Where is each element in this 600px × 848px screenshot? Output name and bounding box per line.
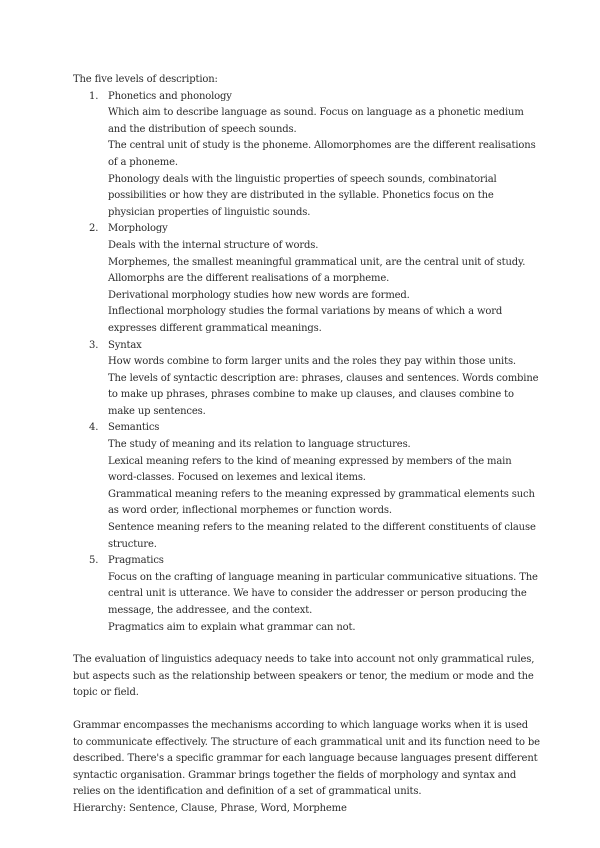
list-item-paragraph: Lexical meaning refers to the kind of meaning expressed by members of the main word-classes. Focused on lexemes and lexical items. [108, 455, 512, 484]
list-item-paragraph: Sentence meaning refers to the meaning related to the different constituents of clause structure. [108, 522, 536, 550]
list-item-paragraph: Which aim to describe language as sound. Focus on language as a phonetic medium and the distribution of speech sounds. [108, 107, 524, 135]
list-number: 5. [89, 555, 99, 567]
list-number: 2. [89, 223, 99, 235]
list-item-paragraph: Phonology deals with the linguistic properties of speech sounds, combinatorial possibilities or how they are distributed in the syllable. Phonetics focus on the physician properties of linguistic sounds. [108, 173, 497, 218]
list-item-paragraph: How words combine to form larger units and the roles they pay within those units. [108, 356, 516, 368]
list-number: 3. [89, 339, 99, 351]
list-item-paragraph: The central unit of study is the phoneme. Allomorphomes are the different realisations of a phoneme. [108, 140, 536, 168]
list-item-paragraph: Grammatical meaning refers to the meaning expressed by grammatical elements such as word order, inflectional morphemes or function words. [108, 488, 535, 517]
list-item-paragraph: Deals with the internal structure of words. [108, 239, 319, 251]
list-item-title: Pragmatics [108, 555, 164, 567]
grammar-paragraph: Grammar encompasses the mechanisms according to which language works when it is used to communicate effectively. The structure of each grammatical unit and its function need to be described. There's a specific grammar for each language because languages present different syntactic organisation. Grammar brings together the fields of morphology and syntax and relies on the identification and definition of a set of grammatical units. [73, 719, 540, 798]
list-item-paragraph: Morphemes, the smallest meaningful grammatical unit, are the central unit of study. Allomorphs are the different realisations of a morpheme. [108, 256, 526, 285]
list-item-title: Semantics [108, 422, 160, 434]
list-item-title: Syntax [108, 339, 142, 351]
grammar-section [73, 718, 540, 818]
list-item [73, 221, 540, 337]
evaluation-paragraph: The evaluation of linguistics adequacy needs to take into account not only grammatical rules, but aspects such as the relationship between speakers or tenor, the medium or mode and the topic or field. [73, 654, 535, 699]
list-item-paragraph: Pragmatics aim to explain what grammar can not. [108, 621, 356, 633]
list-item [73, 89, 540, 222]
intro-heading: The five levels of description: [73, 74, 218, 85]
levels-list [73, 89, 540, 637]
list-item-paragraph: Derivational morphology studies how new words are formed. [108, 289, 410, 301]
list-item-title: Phonetics and phonology [108, 90, 232, 102]
list-item-paragraph: The levels of syntactic description are: phrases, clauses and sentences. Words combine to make up phrases, phrases combine to make up clauses, and clauses combine to make up sentences. [108, 372, 539, 417]
list-item [73, 553, 540, 636]
list-number: 1. [89, 90, 99, 102]
list-item-paragraph: Inflectional morphology studies the formal variations by means of which a word expresses different grammatical meanings. [108, 306, 503, 334]
list-item-paragraph: The study of meaning and its relation to language structures. [108, 439, 411, 451]
list-item [73, 420, 540, 553]
list-item-title: Morphology [108, 223, 168, 235]
evaluation-section [73, 652, 540, 702]
list-number: 4. [89, 422, 99, 434]
list-item-paragraph: Focus on the crafting of language meaning in particular communicative situations. The central unit is utterance. We have to consider the addresser or person producing the message, the addressee, and the context. [108, 571, 538, 616]
hierarchy-line: Hierarchy: Sentence, Clause, Phrase, Word, Morpheme [73, 802, 347, 814]
list-item [73, 338, 540, 421]
